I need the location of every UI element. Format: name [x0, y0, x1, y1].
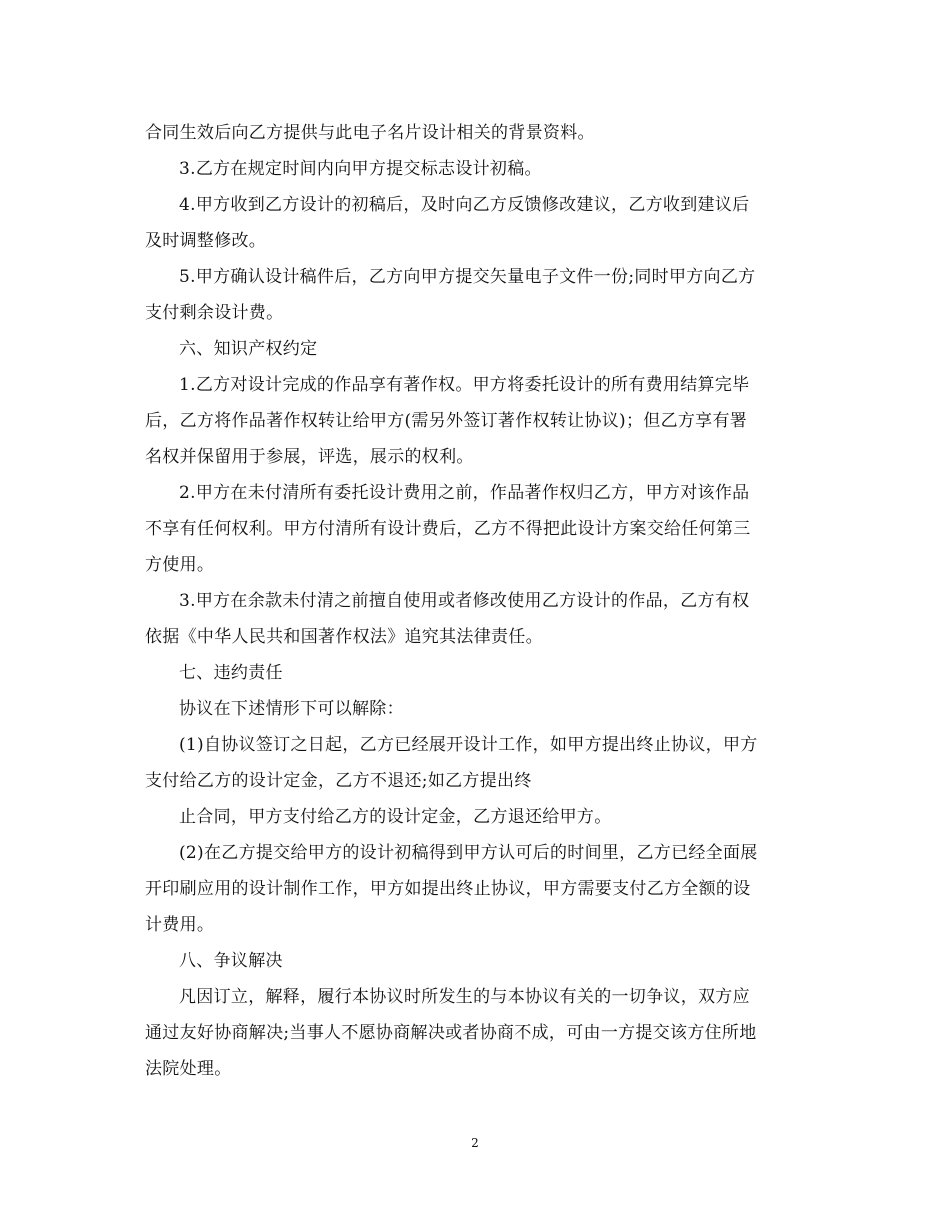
page-number: 2	[471, 1136, 479, 1150]
document-body	[145, 115, 810, 1087]
text-line: 3.乙方在规定时间内向甲方提交标志设计初稿。	[179, 159, 542, 179]
text-line: 依据《中华人民共和国著作权法》追究其法律责任。	[145, 627, 543, 647]
text-line: 止合同，甲方支付给乙方的设计定金，乙方退还给甲方。	[179, 807, 612, 827]
text-line: 凡因订立，解释，履行本协议时所发生的与本协议有关的一切争议，双方应	[179, 987, 750, 1007]
text-line: 及时调整修改。	[145, 231, 267, 251]
text-line: (2)在乙方提交给甲方的设计初稿得到甲方认可后的时间里，乙方已经全面展	[179, 843, 758, 863]
text-line: 3.甲方在余款未付清之前擅自使用或者修改使用乙方设计的作品，乙方有权	[179, 591, 750, 611]
text-line: 后，乙方将作品著作权转让给甲方(需另外签订著作权转让协议)；但乙方享有署	[145, 411, 748, 431]
section-heading: 七、违约责任	[179, 663, 283, 683]
text-line: 1.乙方对设计完成的作品享有著作权。甲方将委托设计的所有费用结算完毕	[179, 375, 750, 395]
text-line: 法院处理。	[145, 1059, 232, 1079]
text-line: 5.甲方确认设计稿件后，乙方向甲方提交矢量电子文件一份;同时甲方向乙方	[179, 267, 756, 287]
text-line: 名权并保留用于参展，评选，展示的权利。	[145, 447, 474, 467]
text-line: 4.甲方收到乙方设计的初稿后，及时向乙方反馈修改建议，乙方收到建议后	[179, 195, 750, 215]
text-line: 合同生效后向乙方提供与此电子名片设计相关的背景资料。	[145, 123, 595, 143]
text-line: 协议在下述情形下可以解除：	[179, 699, 404, 719]
text-line: 不享有任何权利。甲方付清所有设计费后，乙方不得把此设计方案交给任何第三	[145, 519, 751, 539]
text-line: 支付剩余设计费。	[145, 303, 284, 323]
text-line: 计费用。	[145, 915, 215, 935]
text-line: 开印刷应用的设计制作工作，甲方如提出终止协议，甲方需要支付乙方全额的设	[145, 879, 751, 899]
text-line: (1)自协议签订之日起，乙方已经展开设计工作，如甲方提出终止协议，甲方	[179, 735, 758, 755]
section-heading: 六、知识产权约定	[179, 339, 318, 359]
text-line: 方使用。	[145, 555, 215, 575]
text-line: 通过友好协商解决;当事人不愿协商解决或者协商不成，可由一方提交该方住所地	[145, 1023, 757, 1043]
text-line: 2.甲方在未付清所有委托设计费用之前，作品著作权归乙方，甲方对该作品	[179, 483, 750, 503]
text-line: 支付给乙方的设计定金，乙方不退还;如乙方提出终	[145, 771, 532, 791]
section-heading: 八、争议解决	[179, 951, 283, 971]
